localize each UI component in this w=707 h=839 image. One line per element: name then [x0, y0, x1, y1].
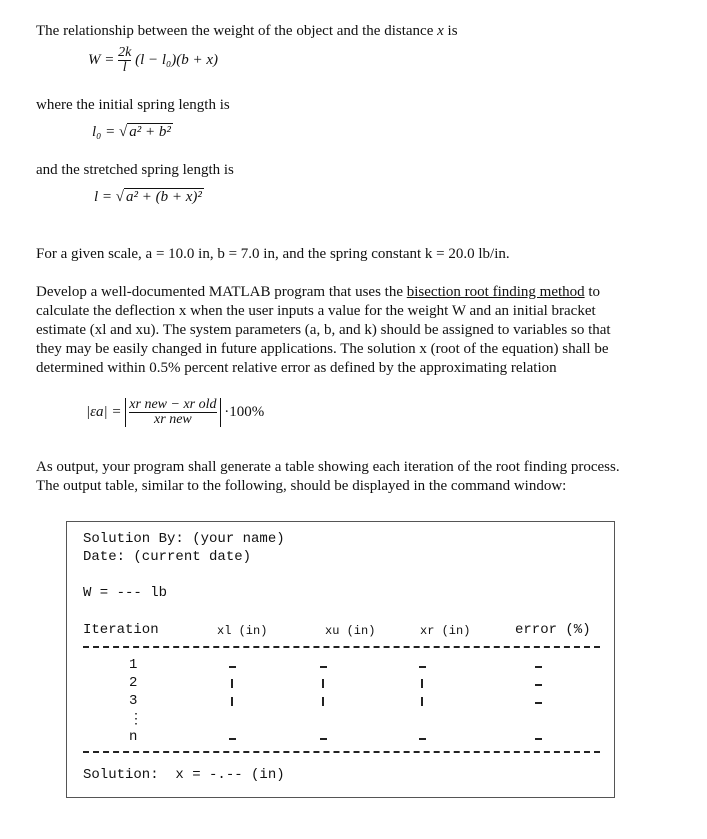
cell-placeholder — [322, 697, 324, 706]
cell-placeholder — [421, 679, 423, 688]
output-line-1: As output, your program shall generate a table showing each iteration of the root finding process. — [36, 459, 620, 475]
iteration-1: 1 — [129, 657, 138, 673]
solution-by: Solution By: (your name) — [83, 531, 285, 547]
cell-placeholder — [229, 738, 236, 740]
task-line-2: calculate the deflection x when the user inputs a value for the weight W and an initial bracket — [36, 303, 596, 319]
cell-placeholder — [421, 697, 423, 706]
task-line-4: they may be easily changed in future applications. The solution x (root of the equation) shall be — [36, 341, 609, 357]
cell-placeholder — [535, 684, 542, 686]
task-line-3: estimate (xl and xu). The system parameters (a, b, and k) should be assigned to variables so that — [36, 322, 611, 338]
header-error: error (%) — [515, 622, 591, 638]
weight-equation: W = $\frac{2k}{l}$ (l − l₀)(b + x) — [88, 45, 219, 75]
iteration-3: 3 — [129, 693, 138, 709]
stretched-length-equation: l = √ a² + (b + x)² — [94, 189, 202, 205]
relative-error-equation: |εa| = $\frac{\text{xr new − xr old}}{\text{xr new}}$ ·100% — [86, 397, 265, 427]
output-line-2: The output table, similar to the following, should be displayed in the command window: — [36, 478, 567, 494]
iteration-2: 2 — [129, 675, 138, 691]
cell-placeholder — [231, 679, 233, 688]
intro-line-3: and the stretched spring length is — [36, 162, 234, 178]
cell-placeholder — [419, 666, 426, 668]
cell-placeholder — [320, 738, 327, 740]
cell-placeholder — [535, 738, 542, 740]
task-line-1: Develop a well-documented MATLAB program that uses the bisection root finding method to — [36, 284, 601, 300]
header-xl: xl (in) — [217, 624, 268, 638]
table-header-separator — [83, 646, 600, 648]
cell-placeholder — [322, 679, 324, 688]
table-footer-separator — [83, 751, 600, 753]
cell-placeholder — [320, 666, 327, 668]
given-parameters: For a given scale, a = 10.0 in, b = 7.0 in, and the spring constant k = 20.0 lb/in. — [36, 246, 510, 262]
solution-line: Solution: x = -.-- (in) — [83, 767, 285, 783]
cell-placeholder — [231, 697, 233, 706]
bisection-method-link: bisection root finding method — [406, 284, 585, 300]
header-xr: xr (in) — [420, 624, 471, 638]
weight-line: W = --- lb — [83, 585, 168, 601]
header-xu: xu (in) — [325, 624, 376, 638]
intro-line-2: where the initial spring length is — [36, 97, 230, 113]
iteration-ellipsis: ⋮ — [129, 712, 143, 728]
task-line-5: determined within 0.5% percent relative error as defined by the approximating relation — [36, 360, 557, 376]
header-iteration: Iteration — [83, 622, 159, 638]
cell-placeholder — [419, 738, 426, 740]
cell-placeholder — [229, 666, 236, 668]
iteration-n: n — [129, 729, 138, 745]
date-line: Date: (current date) — [83, 549, 252, 565]
intro-line-1: The relationship between the weight of the object and the distance x is — [36, 23, 458, 39]
cell-placeholder — [535, 702, 542, 704]
initial-length-equation: l₀ = √ a² + b² — [92, 124, 171, 140]
cell-placeholder — [535, 666, 542, 668]
